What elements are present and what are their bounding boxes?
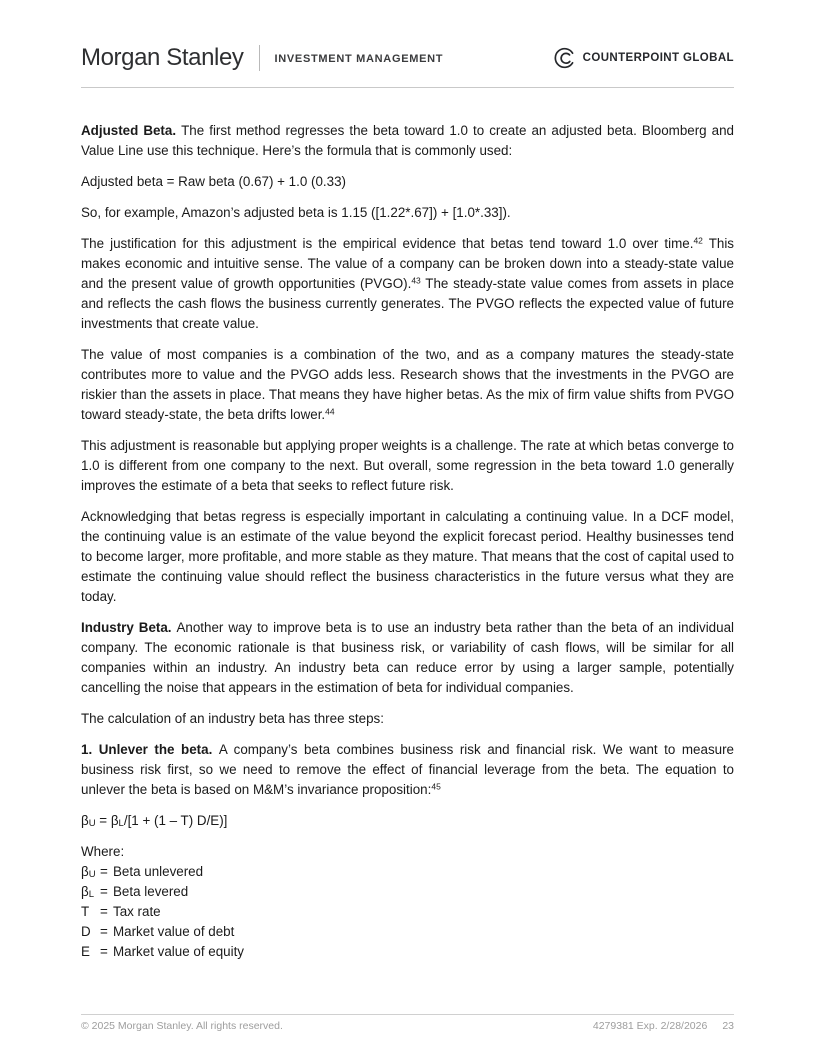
definition-row	[81, 882, 734, 902]
definition-symbol: $\beta_U$	[81, 864, 96, 880]
unlever-beta-paragraph: 1. Unlever the beta. A company’s beta combines business risk and financial risk. We want to measure business risk first, so we need to remove the effect of financial leverage from the beta. The equation to unlever the beta is based on M&M’s invariance proposition:$^{45}$	[81, 742, 734, 797]
definition-text: Beta unlevered	[113, 864, 204, 879]
three-steps-line: The calculation of an industry beta has three steps:	[81, 711, 384, 726]
where-label: Where:	[81, 844, 125, 859]
footer-rule	[81, 1014, 734, 1015]
header-divider	[259, 45, 260, 71]
adjustment-reasonable-paragraph: This adjustment is reasonable but applying proper weights is a challenge. The rate at which betas converge to 1.0 is different from one company to the next. But overall, some regression in the beta toward 1.0 generally improves the estimate of a beta that seeks to reflect future risk.	[81, 438, 734, 493]
morgan-stanley-brand	[81, 44, 443, 72]
unlever-beta-formula: $\beta_U = \beta_L/[1 + (1 - T)$ D/E)]	[81, 813, 228, 829]
continuing-value-paragraph: Acknowledging that betas regress is especially important in calculating a continuing value. In a DCF model, the continuing value is an estimate of the value beyond the explicit forecast period. Healthy businesses tend to become larger, more profitable, and more stable as they mature. That means that the cost of capital used to estimate the continuing value should reflect the business characteristics in the future versus what they are today.	[81, 509, 734, 604]
counterpoint-global-label: COUNTERPOINT GLOBAL	[582, 52, 734, 64]
definition-row	[81, 902, 734, 922]
definition-equals: =	[100, 884, 108, 899]
justification-paragraph: The justification for this adjustment is the empirical evidence that betas tend toward 1.0 over time.$^{42}$ This makes economic and intuitive sense. The value of a company can be broken down into a steady-state value and the present value of growth opportunities (PVGO).$^{43}$ The steady-state value comes from assets in place and reflects the cash flows the business currently generates. The PVGO reflects the expected value of future investments that create value.	[81, 235, 735, 331]
definition-text: Tax rate	[113, 904, 161, 919]
footer-right-group	[593, 1020, 734, 1032]
definition-symbol: T	[81, 904, 90, 919]
amazon-example-line: So, for example, Amazon’s adjusted beta is 1.15 ([1.22*.67]) + [1.0*.33]).	[81, 205, 511, 220]
definition-equals: =	[100, 904, 108, 919]
brand-row	[81, 42, 734, 74]
definition-symbol: D	[81, 924, 91, 939]
counterpoint-global-logo	[553, 46, 734, 70]
definition-symbol: $\beta_L$	[81, 884, 94, 900]
definition-row	[81, 942, 734, 962]
footer-row	[81, 1020, 734, 1032]
definition-text: Beta levered	[113, 884, 189, 899]
industry-beta-paragraph: Industry Beta. Another way to improve beta is to use an industry beta rather than the beta of an individual company. The economic rationale is that business risk, or variability of cash flows, will be similar for all companies within an industry. An industry beta can reduce error by using a larger sample, potentially cancelling the noise that appears in the estimation of beta for individual companies.	[81, 620, 734, 695]
definition-row	[81, 862, 734, 882]
document-body	[81, 121, 734, 962]
page-number: 23	[722, 1020, 734, 1032]
definition-row	[81, 922, 734, 942]
copyright-text: © 2025 Morgan Stanley. All rights reserved.	[81, 1020, 283, 1032]
definition-text: Market value of debt	[113, 924, 235, 939]
adjusted-beta-paragraph: Adjusted Beta. The first method regresses the beta toward 1.0 to create an adjusted beta. Bloomberg and Value Line use this technique. Here’s the formula that is commonly used:	[81, 123, 734, 158]
definition-symbol: E	[81, 944, 90, 959]
adjusted-beta-formula: Adjusted beta = Raw beta (0.67) + 1.0 (0.33)	[81, 174, 347, 189]
header-rule	[81, 87, 734, 88]
morgan-stanley-wordmark: Morgan Stanley	[81, 44, 244, 71]
pvgo-mix-paragraph: The value of most companies is a combination of the two, and as a company matures the steady-state contributes more to value and the PVGO adds less. Research shows that the investments in the PVGO are riskier than the assets in place. That means they have higher betas. As the mix of firm value shifts from PVGO toward steady-state, the beta drifts lower.$^{44}$	[81, 347, 734, 422]
definition-equals: =	[100, 944, 108, 959]
where-definitions	[81, 842, 734, 962]
definition-equals: =	[100, 864, 108, 879]
document-id: 4279381 Exp. 2/28/2026	[592, 1020, 708, 1032]
division-label: INVESTMENT MANAGEMENT	[274, 53, 444, 65]
definition-equals: =	[100, 924, 108, 939]
counterpoint-nested-c-icon	[553, 46, 577, 70]
definition-text: Market value of equity	[113, 944, 244, 959]
